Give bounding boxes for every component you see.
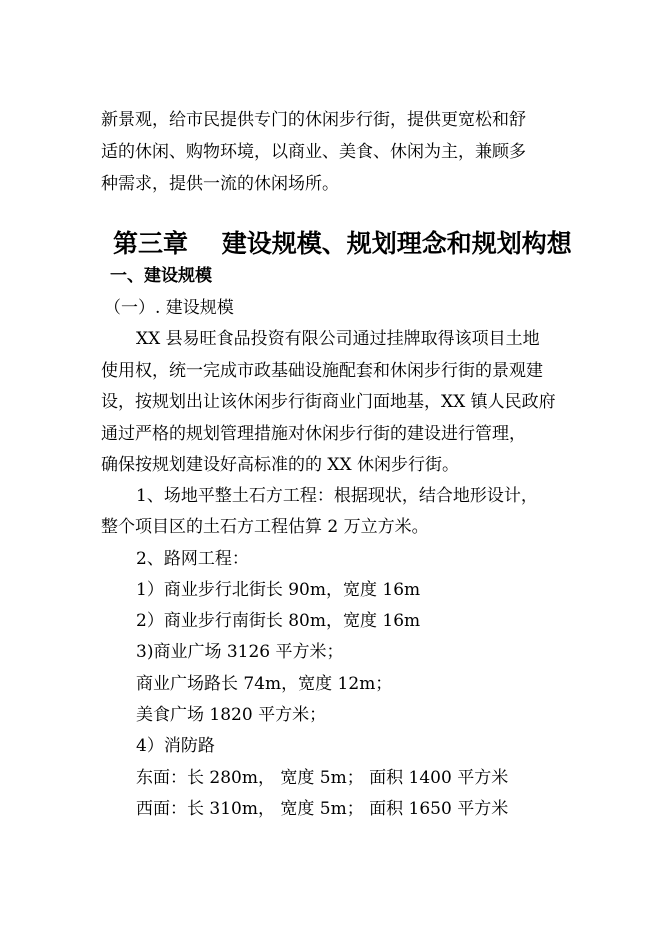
section-title: 一、建设规模 xyxy=(110,266,212,286)
item1-line-2: 整个项目区的土石方工程估算 2 万立方米。 xyxy=(101,517,429,537)
item2-east: 东面：长 280m， 宽度 5m； 面积 1400 平方米 xyxy=(136,768,509,788)
item2-sub4: 4）消防路 xyxy=(136,736,215,756)
para1-line-4: 通过严格的规划管理措施对休闲步行街的建设进行管理， xyxy=(101,424,526,444)
para1-line-3: 设，按规划出让该休闲步行街商业门面地基，XX 镇人民政府 xyxy=(101,392,556,412)
item2-sub2: 2）商业步行南街长 80m，宽度 16m xyxy=(136,611,421,631)
item2-west: 西面：长 310m， 宽度 5m； 面积 1650 平方米 xyxy=(136,799,509,819)
chapter-title: 第三章 建设规模、规划理念和规划构想 xyxy=(113,229,572,258)
subsection-title: （一）. 建设规模 xyxy=(104,298,234,318)
item2-sub1: 1）商业步行北街长 90m，宽度 16m xyxy=(136,580,421,600)
intro-line-3: 种需求，提供一流的休闲场所。 xyxy=(101,174,339,194)
intro-line-1: 新景观，给市民提供专门的休闲步行街，提供更宽松和舒 xyxy=(101,110,526,130)
item1-line-1: 1、场地平整土石方工程：根据现状，结合地形设计， xyxy=(136,486,538,506)
item2-heading: 2、路网工程： xyxy=(136,549,249,569)
item2-sub3: 3)商业广场 3126 平方米； xyxy=(136,642,344,662)
item2-sub3-road: 商业广场路长 74m，宽度 12m； xyxy=(136,674,393,694)
intro-line-2: 适的休闲、购物环境，以商业、美食、休闲为主，兼顾多 xyxy=(101,142,526,162)
para1-line-1: XX 县易旺食品投资有限公司通过挂牌取得该项目土地 xyxy=(136,329,540,349)
item2-sub3-food: 美食广场 1820 平方米； xyxy=(136,705,327,725)
para1-line-2: 使用权，统一完成市政基础设施配套和休闲步行街的景观建 xyxy=(101,361,543,381)
para1-line-5: 确保按规划建设好高标准的的 XX 休闲步行街。 xyxy=(101,455,460,475)
